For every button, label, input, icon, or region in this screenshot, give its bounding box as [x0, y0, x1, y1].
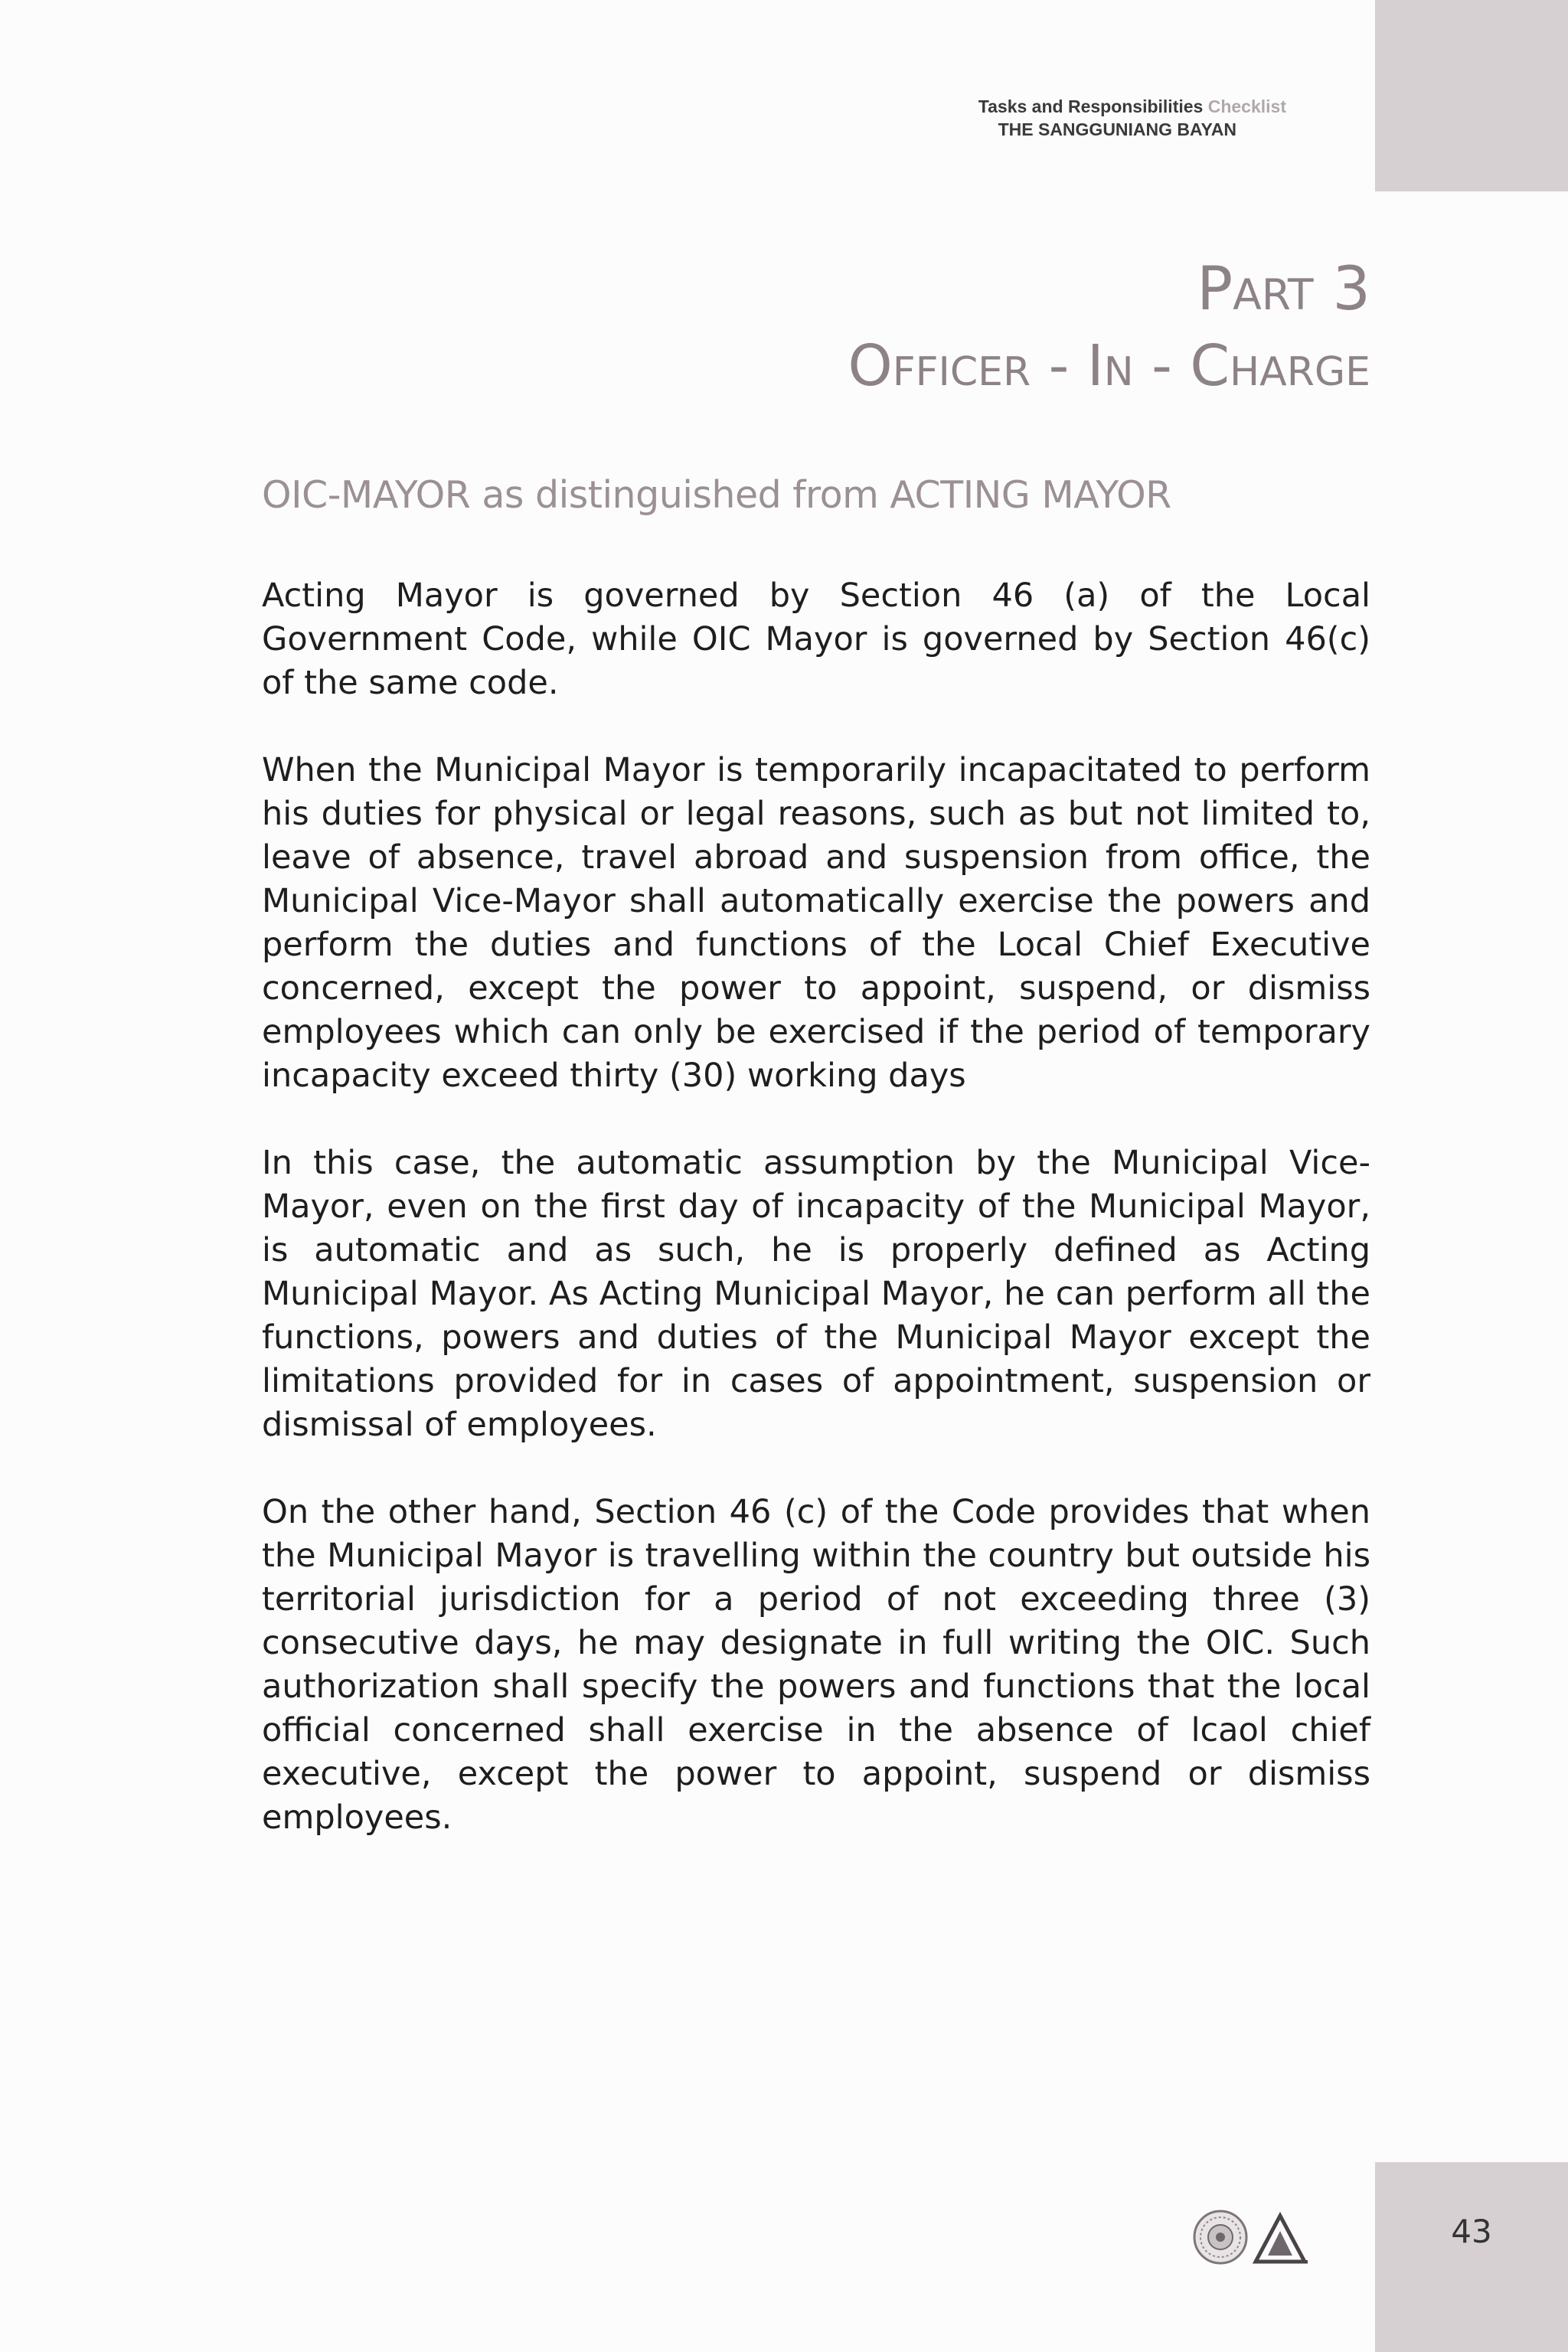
- header-title-accent: Checklist: [1207, 96, 1286, 116]
- lga-logo-icon: [1256, 2216, 1308, 2262]
- seal-logo-icon: [1194, 2211, 1246, 2263]
- paragraph: In this case, the automatic assumption by the Municipal Vice-Mayor, even on the first day of incapacity of the Municipal Mayor, is automatic and as such, he is properly defined as Acting Municipal Mayor. As Acting Municipal Mayor, he can perform all the functions, powers and duties of the Municipal Mayor except the limitations provided for in cases of appointment, suspension or dismissal of employees.: [262, 1144, 1370, 1444]
- paragraph: Acting Mayor is governed by Section 46 (a) of the Local Government Code, while OIC Mayor is governed by Section 46(c) of the same code.: [262, 577, 1370, 702]
- running-header: [842, 95, 1286, 141]
- corner-tab-top: [1375, 0, 1568, 191]
- paragraph: When the Municipal Mayor is temporarily incapacitated to perform his duties for physical or legal reasons, such as but not limited to, leave of absence, travel abroad and suspension from office, the Municipal Vice-Mayor shall automatically exercise the powers and perform the duties and functions of the Local Chief Executive concerned, except the power to appoint, suspend, or dismiss employees which can only be exercised if the period of temporary incapacity exceed thirty (30) working days: [262, 751, 1370, 1095]
- paragraph: On the other hand, Section 46 (c) of the Code provides that when the Municipal Mayor is travelling within the country but outside his territorial jurisdiction for a period of not exceeding three (3) consecutive days, he may designate in full writing the OIC. Such authorization shall specify the powers and functions that the local official concerned shall exercise in the absence of lcaol chief executive, except the power to appoint, suspend or dismiss employees.: [262, 1493, 1370, 1837]
- corner-tab-bottom: [1375, 2162, 1568, 2352]
- footer-logos: [1191, 2207, 1314, 2268]
- section-heading: OIC-MAYOR as distinguished from ACTING MAYOR: [262, 473, 1171, 517]
- page-number: 43: [1451, 2213, 1492, 2250]
- header-title-main: Tasks and Responsibilities: [978, 96, 1204, 116]
- part-title: Officer - In - Charge: [848, 333, 1370, 399]
- part-heading: [612, 251, 1370, 404]
- part-label: Part 3: [1197, 255, 1370, 324]
- body-text: [262, 574, 1370, 1883]
- header-subtitle: THE SANGGUNIANG BAYAN: [998, 119, 1236, 139]
